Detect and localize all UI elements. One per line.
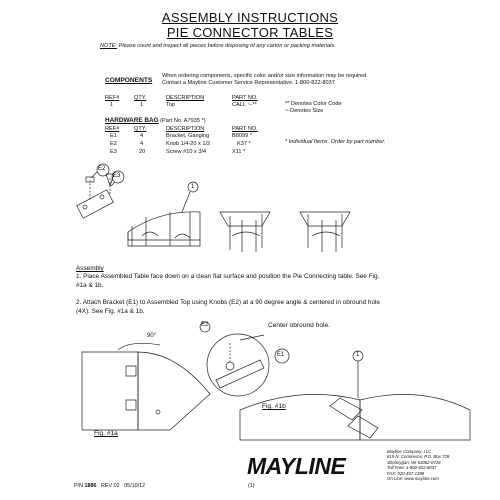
date: 05/10/12 xyxy=(124,483,146,489)
hw-header-ref: REF# xyxy=(105,126,120,132)
comp-header-qty: QTY. xyxy=(134,95,147,101)
company-line: Mayline Company, LLC xyxy=(387,449,432,454)
hw-row-desc: Screw #10 x 3/4 xyxy=(166,149,207,155)
comp-header-part: PART NO. xyxy=(232,95,258,101)
fig1b-right-table xyxy=(360,394,470,440)
company-line: 619 N. Commerce, P.O. Box 728 xyxy=(387,454,450,460)
callout-1-leader xyxy=(182,192,190,212)
hw-header-desc: DESCRIPTION xyxy=(166,126,205,132)
fig1b-left-table xyxy=(240,394,360,440)
comp-row-desc: Top xyxy=(166,102,176,108)
note-prefix: NOTE: xyxy=(100,43,118,49)
assembly-heading: Assembly xyxy=(76,265,104,272)
hw-header-part: PART NO. xyxy=(232,126,258,132)
detail-bracket xyxy=(216,360,264,388)
hw-row-part: K37 * xyxy=(237,141,251,147)
fig1b-brackets xyxy=(330,398,378,438)
note-text: Please count and inspect all pieces before disposing of any carton or packing materials. xyxy=(117,43,336,49)
fig1b-label: Fig. #1b xyxy=(262,403,286,410)
page-number: (1) xyxy=(248,483,255,489)
hw-header-qty: QTY. xyxy=(134,126,147,132)
hw-row-part: B8099 * xyxy=(232,133,252,139)
fig-label-e2: E2 xyxy=(201,322,209,328)
step-2-line-2: (4X). See Fig. #1a & 1b. xyxy=(76,307,145,315)
comp-header-ref: REF# xyxy=(105,95,120,101)
comp-header-desc: DESCRIPTION xyxy=(166,95,205,101)
bracket-hole xyxy=(100,195,104,199)
company-line: FAX: 920-457-1398 xyxy=(387,470,425,476)
step-2-line-1: 2. Attach Bracket (E1) to Assembled Top using Knobs (E2) at a 90 degree angle & centered in obround hole xyxy=(76,299,380,306)
fig1a-angle-arc xyxy=(118,343,160,350)
rev: REV 02 xyxy=(101,483,120,489)
fig1a-label: Fig. #1a xyxy=(94,430,118,437)
hw-row-part: X11 * xyxy=(232,149,246,155)
fig-label-1: 1 xyxy=(356,352,360,358)
label-1: 1 xyxy=(191,184,195,190)
table-top-edge xyxy=(128,232,200,246)
connector-top-outline xyxy=(300,212,350,226)
fig1a-right-panel xyxy=(138,352,210,430)
hardware-part-no: (Part No. A7935 *) xyxy=(158,118,206,124)
assembly-step-2 xyxy=(76,299,380,316)
company-info xyxy=(387,449,449,481)
assembly-step-1 xyxy=(76,273,379,290)
hw-row-desc: Knob 1/4-20 x 1/2 xyxy=(166,141,211,147)
hardware-legend: * Individual Items. Order by part number. xyxy=(285,139,386,145)
detail-knob xyxy=(226,362,234,370)
fig1a-brackets xyxy=(126,366,136,410)
components-heading: COMPONENTS xyxy=(105,77,153,84)
label-e2: E2 xyxy=(98,166,106,172)
hw-row-qty: 4 xyxy=(140,133,144,139)
comp-row-qty: 1 xyxy=(140,102,144,108)
table-hardware xyxy=(142,232,190,238)
hw-row-ref: E1 xyxy=(110,133,117,139)
footer-part-number xyxy=(74,483,145,489)
company-line: Toll Free: 1-800-822-8037 xyxy=(387,465,437,471)
company-line: On Line: www.mayline.com xyxy=(387,476,439,482)
fig-label-e1: E1 xyxy=(277,352,285,358)
angle-label: 90° xyxy=(147,333,157,339)
connector-top-outline xyxy=(220,212,270,226)
bracket-e1-drawing xyxy=(77,190,114,218)
hw-row-ref: E3 xyxy=(110,149,117,155)
hw-row-qty: 20 xyxy=(139,149,146,155)
step-1-line-1: 1. Place Assembled Table face down on a clean flat surface and position the Pie Connecting table. See Fig. xyxy=(76,273,380,280)
label-e3: E3 xyxy=(113,173,121,179)
comp-row-ref: 1 xyxy=(110,102,114,108)
table-top-outline xyxy=(128,212,200,240)
hardware-heading: HARDWARE BAG xyxy=(105,117,159,124)
hw-row-ref: E2 xyxy=(110,141,117,147)
components-info-line-1: When ordering components, specific color and/or size information may be required. xyxy=(162,73,368,79)
step-1-line-2: #1a & 1b. xyxy=(76,281,104,289)
center-hole-leader xyxy=(240,335,264,340)
hw-row-desc: Bracket, Ganging xyxy=(166,133,210,139)
connector-legs xyxy=(308,214,342,252)
pn-label: P/N xyxy=(74,483,83,489)
fig1a-left-panel xyxy=(82,352,138,430)
comp-row-part: CALL ~-** xyxy=(232,102,257,108)
center-hole-label: Center obround hole. xyxy=(268,322,330,329)
connector-legs xyxy=(230,214,262,252)
company-line: Sheboygan, WI 53082-0728 xyxy=(387,459,441,465)
hw-row-qty: 4 xyxy=(140,141,144,147)
pn-value: 1886 xyxy=(84,483,97,489)
title-line-2: PIE CONNECTOR TABLES xyxy=(166,25,334,40)
title-line-1: ASSEMBLY INSTRUCTIONS xyxy=(161,10,339,25)
mayline-logo: MAYLINE xyxy=(247,453,346,479)
callout-e3-leader xyxy=(111,182,115,186)
size-legend: ~-Denotes Size xyxy=(285,108,324,114)
table-legs xyxy=(132,212,190,246)
components-info-line-2: Contact a Mayline Customer Service Representative. 1-800-822-8037 xyxy=(162,80,335,86)
fig1a-bracket-knob xyxy=(156,410,160,414)
bracket-hole xyxy=(83,205,87,209)
detail-view-circle xyxy=(207,334,269,396)
color-code-legend: ** Denotes Color Code xyxy=(285,101,342,107)
